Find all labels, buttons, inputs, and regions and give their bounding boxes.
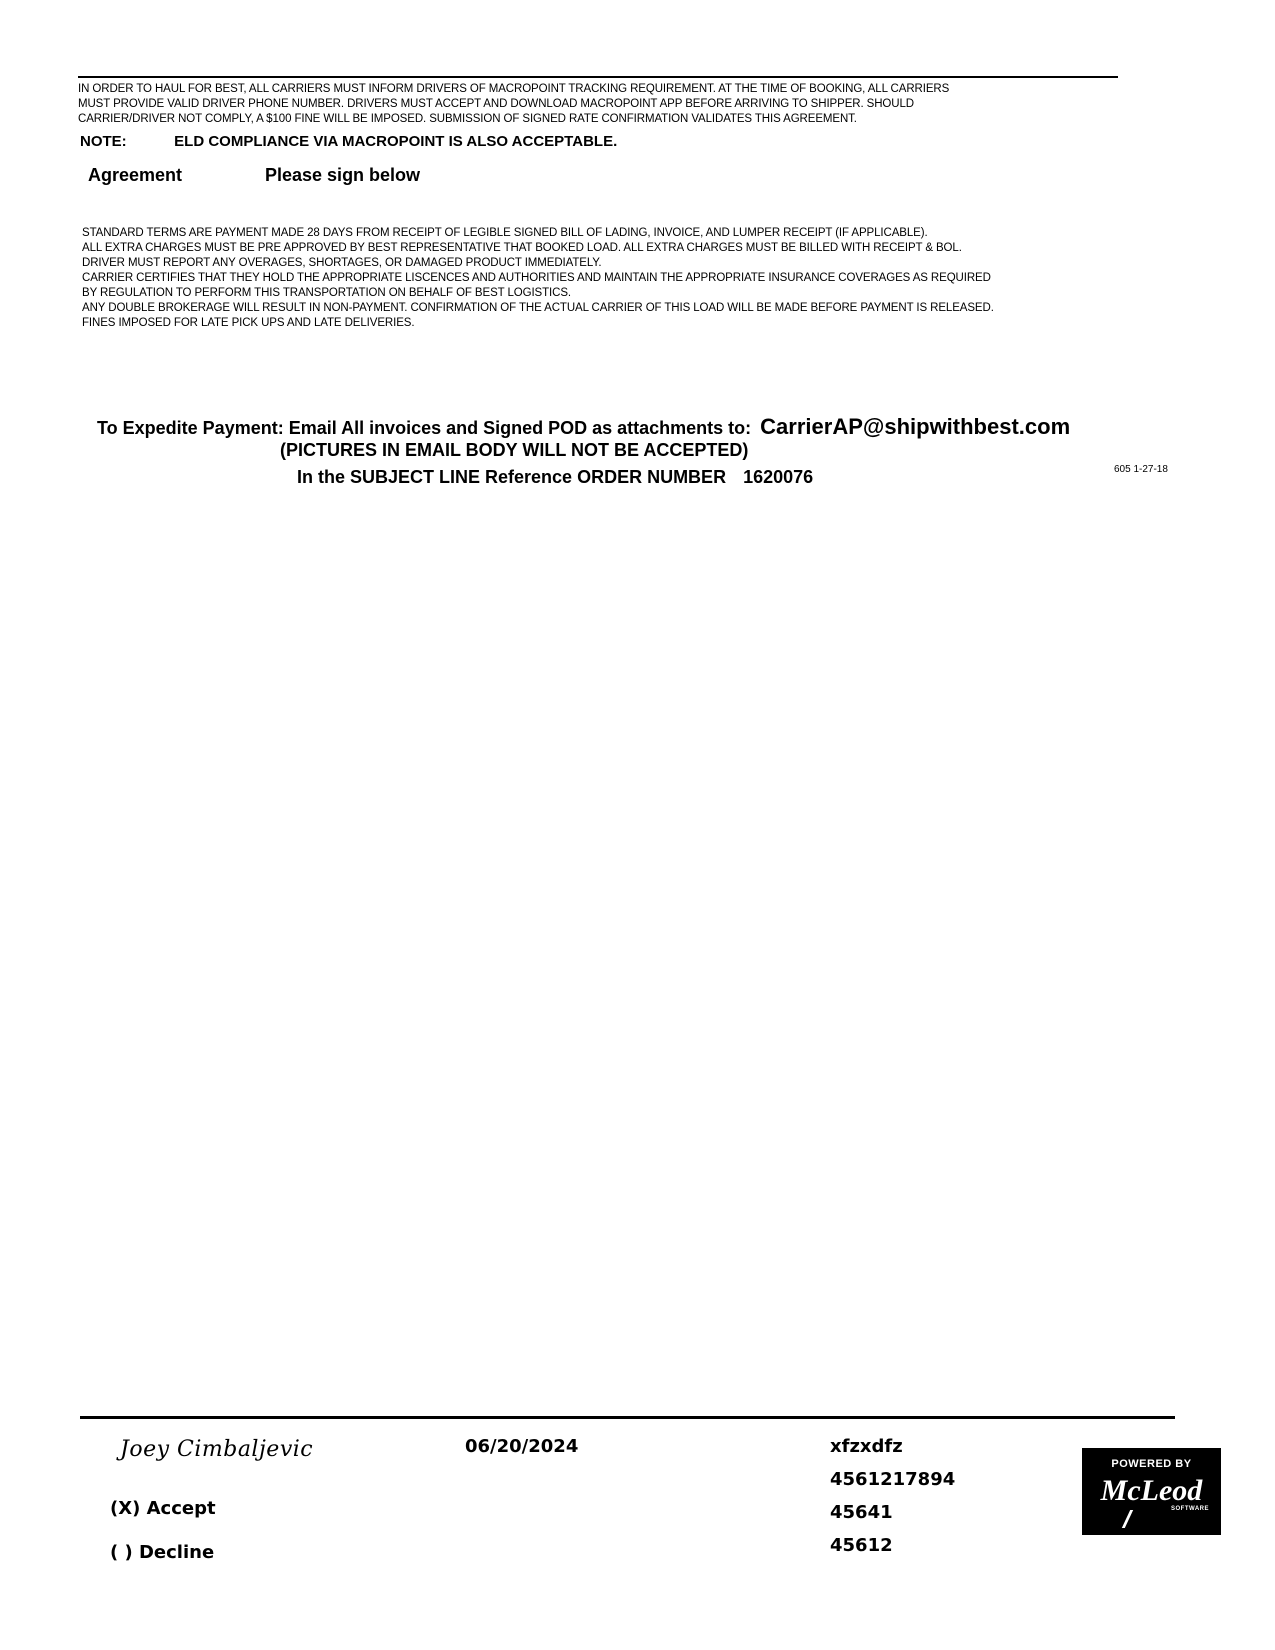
payment-line-3	[297, 467, 813, 488]
top-rule	[78, 76, 1118, 78]
terms-line-5: BY REGULATION TO PERFORM THIS TRANSPORTATION ON BEHALF OF BEST LOGISTICS.	[82, 287, 571, 299]
bottom-rule	[80, 1416, 1175, 1419]
form-code: 605 1-27-18	[1114, 464, 1168, 475]
terms-line-7: FINES IMPOSED FOR LATE PICK UPS AND LATE DELIVERIES.	[82, 317, 415, 329]
sign-instruction: Please sign below	[265, 165, 421, 185]
terms-line-1: STANDARD TERMS ARE PAYMENT MADE 28 DAYS FROM RECEIPT OF LEGIBLE SIGNED BILL OF LADING, INVOICE, AND LUMPER RECEIPT (IF APPLICABLE).	[82, 227, 928, 239]
driver-info-2: 4561217894	[830, 1469, 956, 1490]
logo-powered-by: POWERED BY	[1111, 1458, 1192, 1470]
driver-info-4: 45612	[830, 1535, 893, 1556]
note-text: ELD COMPLIANCE VIA MACROPOINT IS ALSO ACCEPTABLE.	[174, 133, 618, 150]
mcleod-logo	[1082, 1448, 1221, 1535]
tracking-line-2: MUST PROVIDE VALID DRIVER PHONE NUMBER. DRIVERS MUST ACCEPT AND DOWNLOAD MACROPOINT APP BEFORE ARRIVING TO SHIPPER. SHOULD	[78, 98, 914, 110]
note-row	[80, 133, 617, 150]
payment-line-2: (PICTURES IN EMAIL BODY WILL NOT BE ACCEPTED)	[280, 440, 749, 460]
terms-line-3: DRIVER MUST REPORT ANY OVERAGES, SHORTAGES, OR DAMAGED PRODUCT IMMEDIATELY.	[82, 257, 602, 269]
terms-line-4: CARRIER CERTIFIES THAT THEY HOLD THE APPROPRIATE LISCENCES AND AUTHORITIES AND MAINTAIN THE APPROPRIATE INSURANCE COVERAGES AS REQUIRED	[82, 272, 991, 284]
logo-brand: McLeod	[1100, 1474, 1203, 1507]
driver-info-3: 45641	[830, 1502, 893, 1523]
payment-email[interactable]: CarrierAP@shipwithbest.com	[760, 414, 1071, 439]
driver-info-1: xfzxdfz	[830, 1436, 903, 1457]
signature: Joey Cimbaljevic	[120, 1437, 314, 1462]
tracking-line-1: IN ORDER TO HAUL FOR BEST, ALL CARRIERS MUST INFORM DRIVERS OF MACROPOINT TRACKING REQUIREMENT. AT THE TIME OF BOOKING, ALL CARRIERS	[78, 83, 950, 95]
logo-sub: SOFTWARE	[1171, 1506, 1209, 1512]
terms-line-2: ALL EXTRA CHARGES MUST BE PRE APPROVED BY BEST REPRESENTATIVE THAT BOOKED LOAD. ALL EXTRA CHARGES MUST BE BILLED WITH RECEIPT & BOL.	[82, 242, 962, 254]
accept-option[interactable]: (X) Accept	[110, 1498, 216, 1519]
decline-option[interactable]: ( ) Decline	[110, 1542, 215, 1563]
subject-line-instruction: In the SUBJECT LINE Reference ORDER NUMBER	[297, 467, 727, 487]
note-label: NOTE:	[80, 133, 127, 150]
terms-line-6: ANY DOUBLE BROKERAGE WILL RESULT IN NON-PAYMENT. CONFIRMATION OF THE ACTUAL CARRIER OF THIS LOAD WILL BE MADE BEFORE PAYMENT IS RELEASED.	[82, 302, 994, 314]
order-number: 1620076	[743, 467, 814, 487]
sign-date: 06/20/2024	[465, 1436, 579, 1457]
logo-slash-icon	[1122, 1510, 1133, 1528]
payment-instruction: To Expedite Payment: Email All invoices and Signed POD as attachments to:	[97, 418, 752, 438]
tracking-line-3: CARRIER/DRIVER NOT COMPLY, A $100 FINE WILL BE IMPOSED. SUBMISSION OF SIGNED RATE CONFIRMATION VALIDATES THIS AGREEMENT.	[78, 113, 857, 125]
payment-line-1	[97, 414, 1070, 440]
agreement-label: Agreement	[88, 165, 183, 185]
